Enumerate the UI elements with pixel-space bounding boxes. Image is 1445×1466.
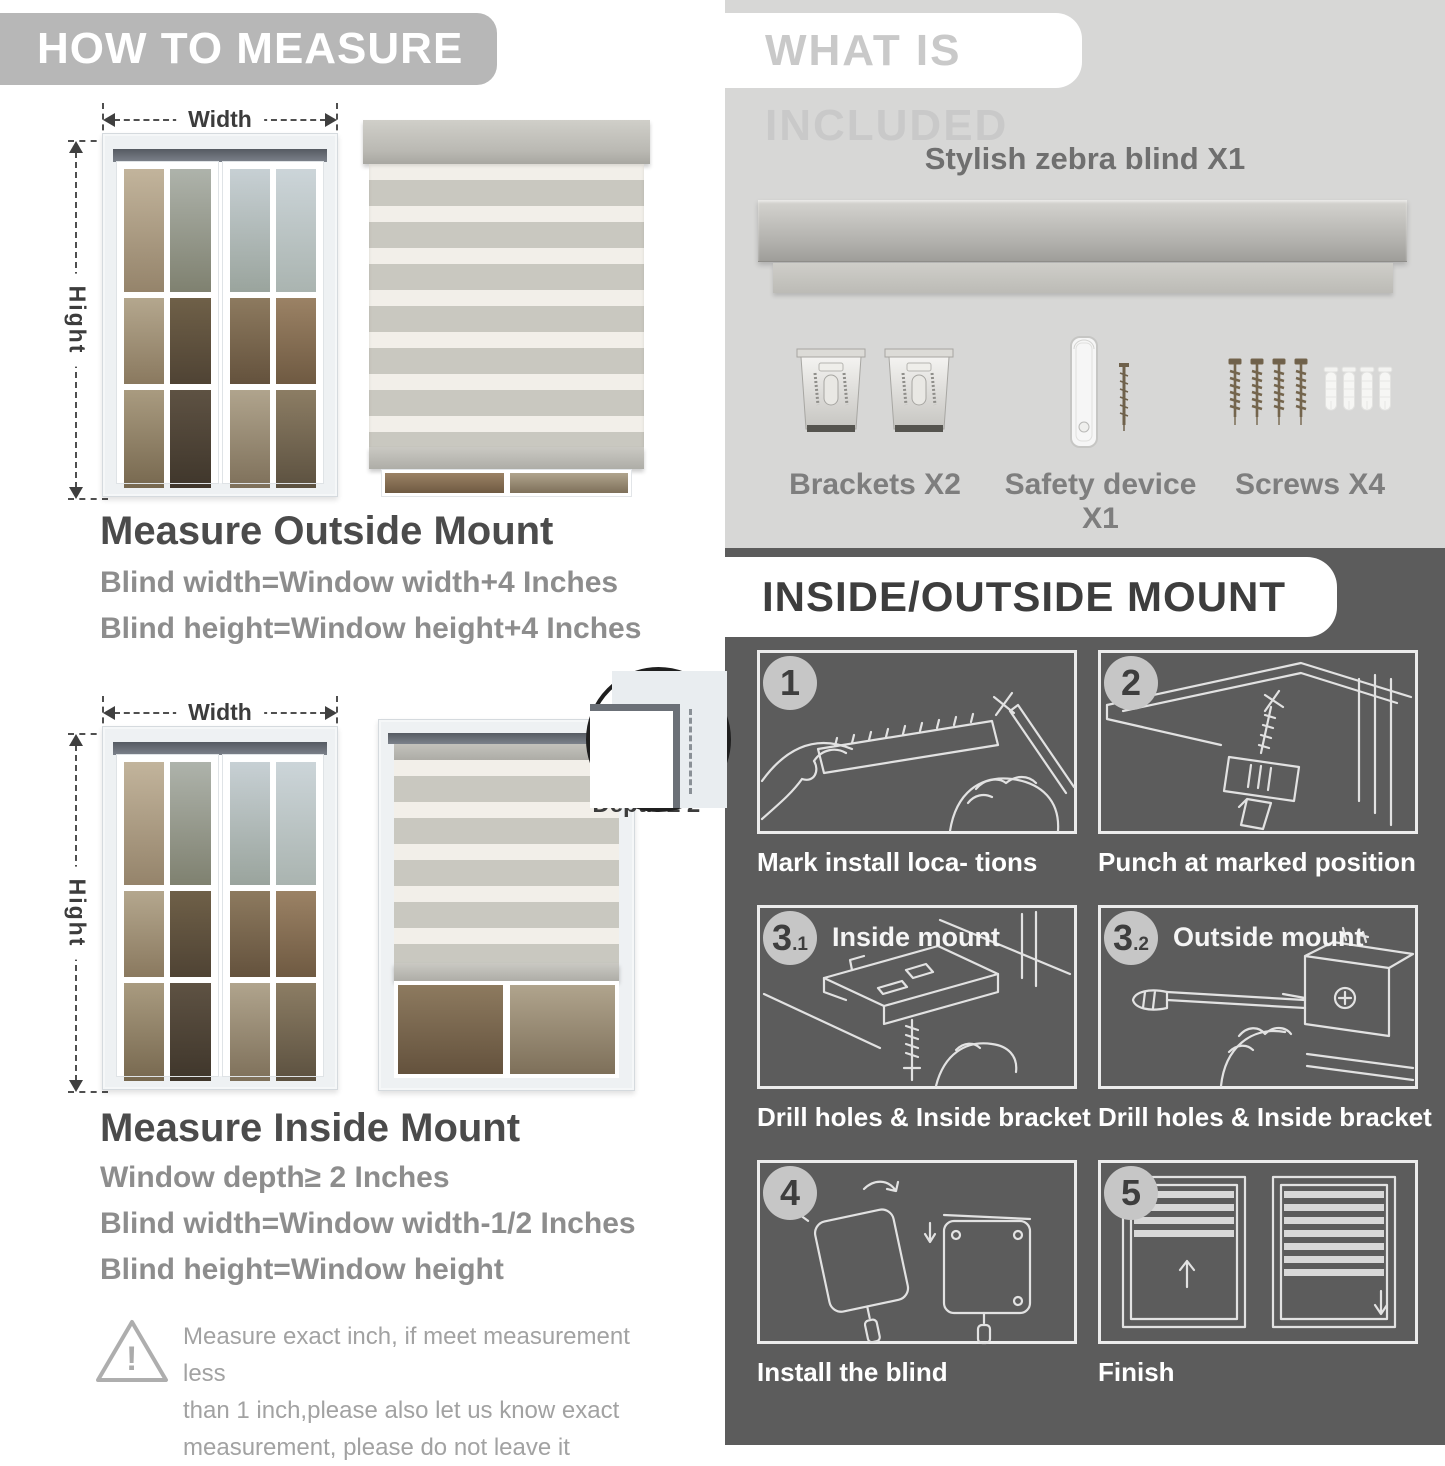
outside-mount-heading: Measure Outside Mount — [100, 509, 554, 553]
step-subnumber: .1 — [792, 934, 808, 955]
step-number: 4 — [779, 1172, 801, 1213]
arrowhead-right-icon — [325, 113, 337, 127]
window-sashes — [117, 755, 323, 1076]
blind-bottom-rail — [369, 447, 644, 469]
frame-corner-art — [590, 704, 680, 808]
mount-steps-section — [725, 548, 1445, 1445]
window-sliver — [381, 469, 632, 497]
outside-mount-title: Outside mount — [1173, 922, 1364, 952]
step3-2-caption: Drill holes & Inside bracket — [1098, 1102, 1432, 1132]
window-sash — [117, 755, 218, 1076]
screws-icon — [1195, 330, 1425, 460]
brackets-label: Brackets X2 — [789, 468, 961, 501]
how-to-measure-banner: HOW TO MEASURE — [0, 13, 497, 85]
inside-mount-line3: Blind height=Window height — [100, 1253, 504, 1286]
safety-device-item — [983, 330, 1218, 535]
step-panel-5 — [1098, 1160, 1418, 1344]
window-sash — [223, 162, 324, 483]
step4-caption: Install the blind — [757, 1357, 948, 1387]
step-number: 3 — [772, 917, 793, 958]
warning-line: than 1 inch,please also let us know exact — [183, 1397, 620, 1424]
arrowhead-down-icon — [69, 487, 83, 499]
step5-caption: Finish — [1098, 1357, 1175, 1387]
step-number-badge — [763, 1166, 817, 1220]
step-panel-3-1 — [757, 905, 1077, 1089]
step-number-badge — [763, 656, 817, 710]
inside-mount-heading: Measure Inside Mount — [100, 1106, 521, 1150]
outside-mount-line1: Blind width=Window width+4 Inches — [100, 566, 619, 599]
inside-mount-line2: Blind width=Window width-1/2 Inches — [100, 1207, 636, 1240]
step-number-badge — [763, 911, 817, 965]
window-photo — [102, 133, 338, 497]
headrail-image — [758, 200, 1407, 262]
arrowhead-left-icon — [103, 706, 115, 720]
brackets-item — [755, 330, 995, 515]
window-photo — [102, 726, 338, 1090]
inside-mount-line1: Window depth≥ 2 Inches — [100, 1161, 450, 1194]
screws-label: Screws X4 — [1234, 468, 1386, 501]
step-subnumber: .2 — [1133, 934, 1149, 955]
window-sash — [117, 162, 218, 483]
arrowhead-up-icon — [69, 141, 83, 153]
height-measure-arrow — [62, 733, 92, 1093]
frame-corner-art — [689, 709, 692, 794]
height-label: Hight — [64, 274, 91, 367]
outside-mount-line2: Blind height=Window height+4 Inches — [100, 612, 642, 645]
blind-bottom-rail — [394, 963, 619, 981]
step1-caption: Mark install loca- tions — [757, 847, 1038, 877]
outside-mount-diagram — [0, 100, 725, 500]
height-measure-arrow — [62, 140, 92, 500]
height-label: Hight — [64, 867, 91, 960]
step-number: 2 — [1120, 662, 1142, 703]
blind-fabric-stripes — [369, 164, 644, 447]
arrowhead-up-icon — [69, 734, 83, 746]
window-sashes — [117, 162, 323, 483]
width-label: Width — [176, 106, 264, 133]
safety-device-label: Safety device X1 — [1004, 468, 1197, 535]
arrowhead-down-icon — [69, 1080, 83, 1092]
window-top-jamb — [113, 742, 327, 755]
step-number-badge — [1104, 911, 1158, 965]
step-number: 1 — [779, 662, 801, 703]
arrowhead-left-icon — [103, 113, 115, 127]
width-label: Width — [176, 699, 264, 726]
step-number-badge — [1104, 656, 1158, 710]
warning-line: Measure exact inch, if meet measurement less — [183, 1323, 630, 1387]
screws-item — [1195, 330, 1425, 515]
step-panel-1 — [757, 650, 1077, 834]
arrowhead-right-icon — [325, 706, 337, 720]
headrail-bottom-image — [773, 263, 1393, 293]
blind-cassette — [363, 120, 650, 164]
blind-roll — [394, 744, 619, 760]
step2-caption: Punch at marked position — [1098, 847, 1416, 877]
safety-device-icon — [983, 330, 1218, 460]
warning-triangle-icon — [93, 1316, 171, 1388]
warning-line: measurement, please do not leave it — [183, 1434, 570, 1461]
depth-detail-circle — [586, 667, 731, 812]
brackets-icon — [755, 330, 995, 460]
exclamation-mark: ! — [126, 1340, 138, 1378]
inside-outside-mount-banner: INSIDE/OUTSIDE MOUNT — [725, 557, 1337, 637]
warning-text — [183, 1318, 653, 1466]
step-panel-4 — [757, 1160, 1077, 1344]
zebra-blind-outside-mount — [363, 120, 650, 497]
step-number: 5 — [1120, 1172, 1142, 1213]
step-panel-2 — [1098, 650, 1418, 834]
blind-quantity-label: Stylish zebra blind X1 — [924, 141, 1246, 176]
step3-1-caption: Drill holes & Inside bracket — [757, 1102, 1091, 1132]
window-top-jamb — [113, 149, 327, 162]
step-panel-3-2 — [1098, 905, 1418, 1089]
window-sash — [223, 755, 324, 1076]
step-number-badge — [1104, 1166, 1158, 1220]
inside-mount-title: Inside mount — [832, 922, 1000, 952]
what-is-included-section — [725, 0, 1445, 548]
window-glass — [394, 981, 619, 1078]
what-is-included-banner: WHAT IS INCLUDED — [725, 13, 1082, 88]
inside-mount-diagram — [0, 695, 725, 1115]
step-number: 3 — [1113, 917, 1134, 958]
